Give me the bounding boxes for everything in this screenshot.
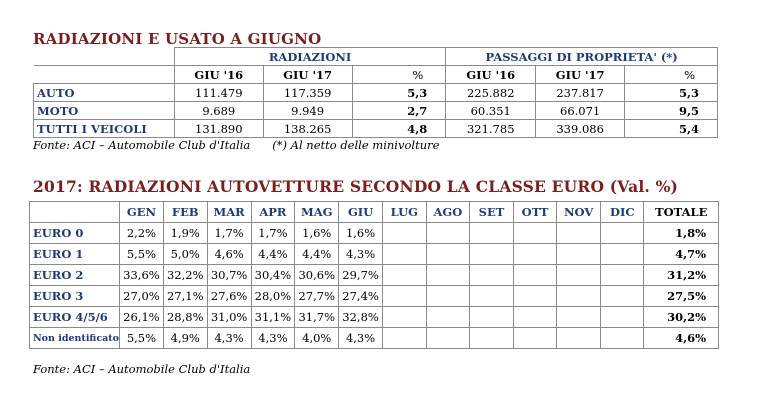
table-cell: 5,4 [625, 120, 718, 138]
table-cell: 4,8 [352, 120, 446, 138]
table-row [34, 120, 718, 138]
row-label: EURO 3 [30, 286, 120, 307]
month-header: FEB [163, 202, 207, 223]
table-cell [513, 328, 557, 349]
table-cell [426, 328, 470, 349]
table-cell: 339.086 [536, 120, 625, 138]
month-header: MAR [207, 202, 251, 223]
table-cell: 28,0% [251, 286, 295, 307]
footnote: (*) Al netto delle minivolture [272, 138, 440, 152]
month-header: SET [470, 202, 514, 223]
total-cell: 4,6% [644, 328, 719, 349]
month-header: DIC [600, 202, 644, 223]
table-cell: 9,5 [625, 102, 718, 120]
table-cell [382, 328, 426, 349]
table-cell [557, 286, 601, 307]
total-cell: 27,5% [644, 286, 719, 307]
table-cell: 30,6% [295, 265, 339, 286]
table-cell: 111.479 [174, 84, 263, 102]
total-header: TOTALE [644, 202, 719, 223]
table-column-header-row [34, 66, 718, 84]
table-cell [382, 265, 426, 286]
euro-class-table [29, 201, 719, 349]
table-cell: 131.890 [174, 120, 263, 138]
table-cell [470, 265, 514, 286]
table-cell: 27,0% [120, 286, 164, 307]
table-cell: 5,0% [163, 244, 207, 265]
row-label: EURO 1 [30, 244, 120, 265]
table-cell [426, 265, 470, 286]
table-cell: 5,5% [120, 244, 164, 265]
table-cell: 4,3% [339, 328, 383, 349]
table-cell [426, 307, 470, 328]
row-label: MOTO [34, 102, 175, 120]
row-label: EURO 4/5/6 [30, 307, 120, 328]
empty-corner-cell [34, 66, 175, 84]
column-header: GIU '16 [174, 66, 263, 84]
month-header-row [30, 202, 719, 223]
table-row [30, 286, 719, 307]
table-cell: 32,2% [163, 265, 207, 286]
table-cell [557, 328, 601, 349]
table-cell [513, 286, 557, 307]
table-cell: 138.265 [263, 120, 352, 138]
section2-source-note: Fonte: ACI – Automobile Club d'Italia [33, 362, 251, 376]
table-cell: 2,7 [352, 102, 446, 120]
month-header: APR [251, 202, 295, 223]
table-cell: 9.949 [263, 102, 352, 120]
table-cell: 28,8% [163, 307, 207, 328]
group-header-passaggi: PASSAGGI DI PROPRIETA' (*) [446, 48, 718, 66]
table-cell [557, 244, 601, 265]
total-cell: 4,7% [644, 244, 719, 265]
table-cell: 321.785 [446, 120, 536, 138]
section1-title: RADIAZIONI E USATO A GIUGNO [33, 30, 322, 48]
table-cell: 30,4% [251, 265, 295, 286]
column-header: GIU '17 [536, 66, 625, 84]
table-cell [426, 244, 470, 265]
month-header: AGO [426, 202, 470, 223]
table-cell: 30,7% [207, 265, 251, 286]
table-cell: 31,0% [207, 307, 251, 328]
table-row [34, 102, 718, 120]
table-cell [470, 328, 514, 349]
section2-title: 2017: RADIAZIONI AUTOVETTURE SECONDO LA CLASSE EURO (Val. %) [33, 177, 679, 196]
table-cell: 225.882 [446, 84, 536, 102]
table-cell: 27,7% [295, 286, 339, 307]
table-cell [382, 286, 426, 307]
table-cell [513, 307, 557, 328]
table-cell: 1,6% [295, 223, 339, 244]
total-cell: 30,2% [644, 307, 719, 328]
table-cell: 1,7% [251, 223, 295, 244]
group-header-radiazioni: RADIAZIONI [174, 48, 445, 66]
column-header: GIU '16 [446, 66, 536, 84]
table-cell [426, 286, 470, 307]
month-header: OTT [513, 202, 557, 223]
source-note: Fonte: ACI – Automobile Club d'Italia [33, 138, 251, 152]
table-cell: 27,6% [207, 286, 251, 307]
row-label: TUTTI I VEICOLI [34, 120, 175, 138]
table-cell [382, 307, 426, 328]
table-cell: 2,2% [120, 223, 164, 244]
table-cell [470, 223, 514, 244]
table-cell: 1,7% [207, 223, 251, 244]
table-cell [600, 265, 644, 286]
table-cell [600, 223, 644, 244]
table-cell [513, 265, 557, 286]
table-cell: 5,3 [625, 84, 718, 102]
table-cell: 60.351 [446, 102, 536, 120]
table-cell [513, 223, 557, 244]
total-cell: 1,8% [644, 223, 719, 244]
total-cell: 31,2% [644, 265, 719, 286]
euro-class-rows [30, 223, 719, 349]
table-cell [470, 244, 514, 265]
table-cell [557, 223, 601, 244]
table-cell: 4,3% [339, 244, 383, 265]
table-cell: 1,9% [163, 223, 207, 244]
table-row [30, 223, 719, 244]
table-cell: 4,0% [295, 328, 339, 349]
section1-notes [33, 138, 439, 152]
column-header: % [352, 66, 446, 84]
table-cell: 4,3% [251, 328, 295, 349]
table-cell: 66.071 [536, 102, 625, 120]
table-cell: 4,4% [251, 244, 295, 265]
table-cell: 9.689 [174, 102, 263, 120]
month-header: LUG [382, 202, 426, 223]
empty-corner-cell [30, 202, 120, 223]
table-group-header-row [34, 48, 718, 66]
table-cell: 117.359 [263, 84, 352, 102]
table-cell [470, 286, 514, 307]
table-cell: 5,3 [352, 84, 446, 102]
table-cell [426, 223, 470, 244]
table-row [30, 328, 719, 349]
table-cell: 27,1% [163, 286, 207, 307]
table-cell: 4,6% [207, 244, 251, 265]
table-cell [470, 307, 514, 328]
column-header: GIU '17 [263, 66, 352, 84]
table-cell: 27,4% [339, 286, 383, 307]
table-cell: 31,1% [251, 307, 295, 328]
table-cell [513, 244, 557, 265]
table-cell [382, 223, 426, 244]
row-label: AUTO [34, 84, 175, 102]
table-cell: 29,7% [339, 265, 383, 286]
row-label: Non identificato [30, 328, 120, 349]
table-row [34, 84, 718, 102]
month-header: NOV [557, 202, 601, 223]
table-cell [557, 265, 601, 286]
row-label: EURO 0 [30, 223, 120, 244]
table-cell [600, 328, 644, 349]
month-header: MAG [295, 202, 339, 223]
table-cell: 4,9% [163, 328, 207, 349]
empty-corner-cell [34, 48, 175, 66]
table-cell [557, 307, 601, 328]
table-cell: 33,6% [120, 265, 164, 286]
table-cell: 32,8% [339, 307, 383, 328]
row-label: EURO 2 [30, 265, 120, 286]
table-cell [600, 244, 644, 265]
table-cell: 1,6% [339, 223, 383, 244]
table-cell: 4,3% [207, 328, 251, 349]
table-cell: 237.817 [536, 84, 625, 102]
table-cell: 31,7% [295, 307, 339, 328]
table-cell: 4,4% [295, 244, 339, 265]
table-row [30, 265, 719, 286]
table-cell: 5,5% [120, 328, 164, 349]
month-header: GEN [120, 202, 164, 223]
table-row [30, 307, 719, 328]
table-cell [382, 244, 426, 265]
radiazioni-usato-table [33, 47, 718, 138]
table-row [30, 244, 719, 265]
month-header: GIU [339, 202, 383, 223]
table-cell [600, 307, 644, 328]
table-cell: 26,1% [120, 307, 164, 328]
table-cell [600, 286, 644, 307]
column-header: % [625, 66, 718, 84]
